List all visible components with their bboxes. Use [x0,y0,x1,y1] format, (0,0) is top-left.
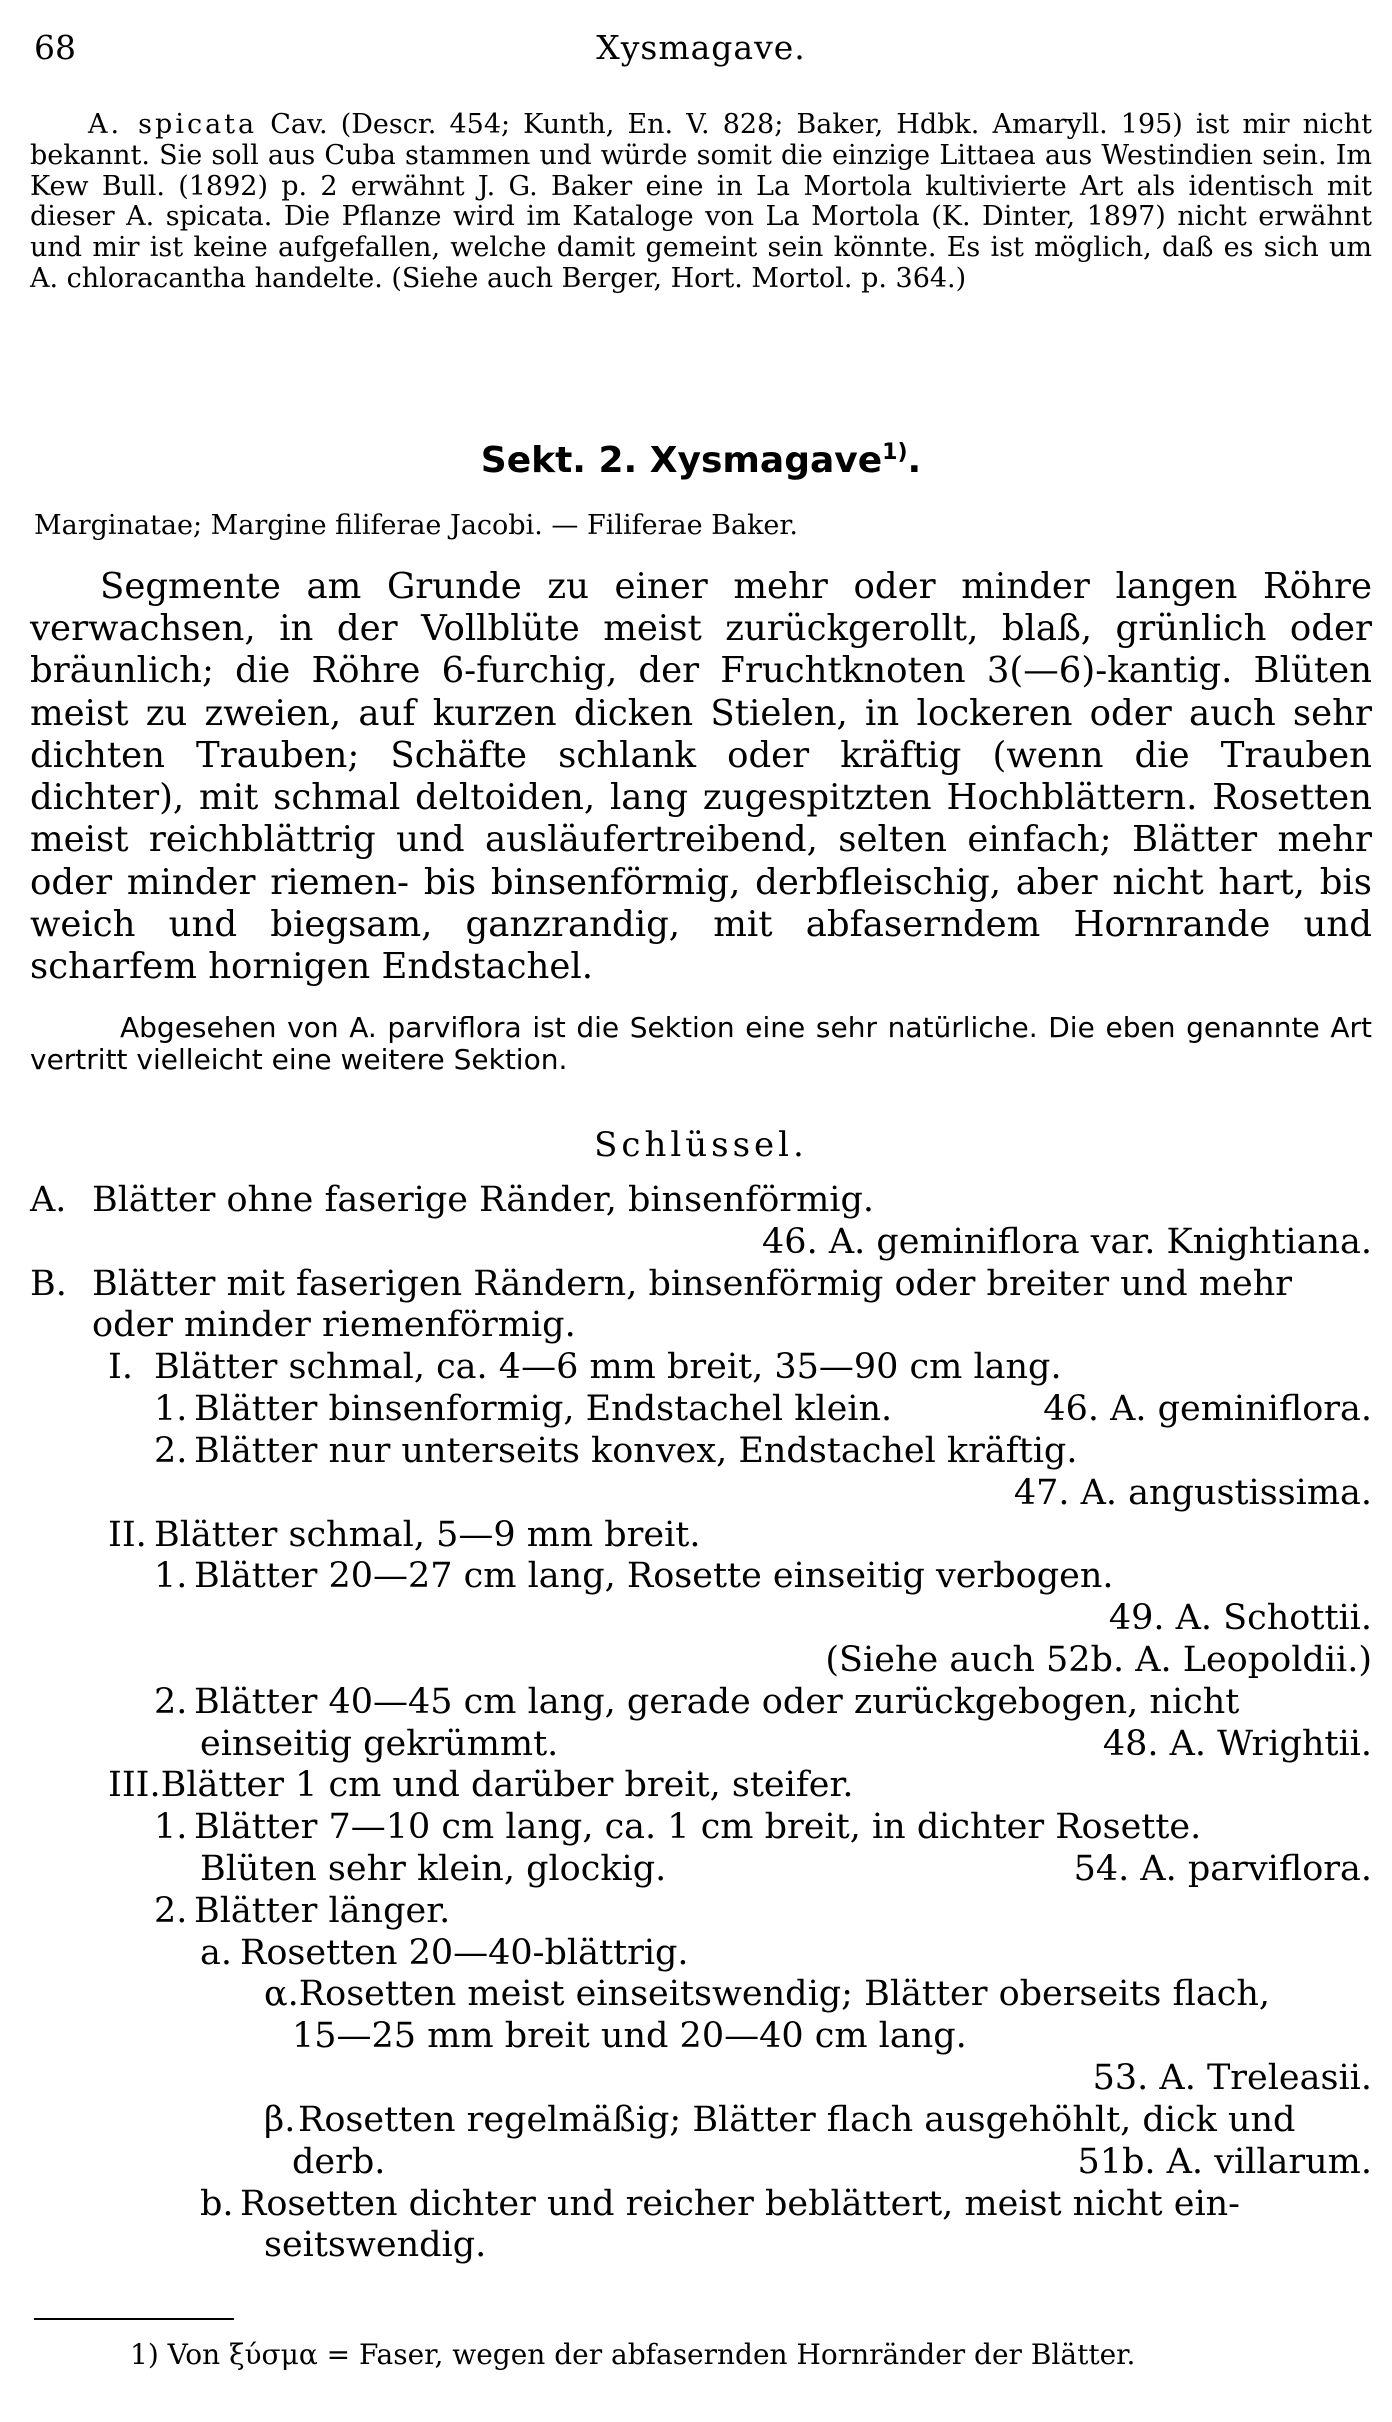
key-row-species: 54. A. parviflora. [1073,1849,1372,1889]
key-row [30,1765,1372,1807]
key-row-text: Blätter schmal, ca. 4—6 mm breit, 35—90 cm lang. [154,1347,1062,1388]
key-row [30,1849,1372,1891]
page-number: 68 [34,28,76,67]
key-row-text: Blätter binsenformig, Endstachel klein. [194,1389,893,1430]
key-row-text: Blätter 7—10 cm lang, ca. 1 cm breit, in dichter Rosette. [194,1807,1202,1848]
key-row [30,1473,1372,1515]
key-row-text: Rosetten 20—40-blättrig. [240,1932,689,1973]
section-description: Segmente am Grunde zu einer mehr oder minder langen Röhre verwachsen, in der Vollblüte meist zurückgerollt, blaß, grünlich oder bräunlich; die Röhre 6-furchig, der Fruchtknoten 3(—6)-kantig. Blüten meist zu zweien, auf kurzen dicken Stielen, in lockeren oder auch sehr dichten Trauben; Schäfte schlank oder kräftig (wenn die Trauben dichter), mit schmal deltoiden, lang zugespitzten Hochblättern. Rosetten meist reichblättrig und ausläufertreibend, selten einfach; Blätter mehr oder minder riemen- bis binsenförmig, derbfleischig, aber nicht hart, bis weich und biegsam, ganzrandig, mit abfaserndem Hornrande und scharfem hornigen Endstachel. [30,566,1372,988]
key-row-text: Blätter ohne faserige Ränder, binsenförmig. [92,1180,874,1220]
key-row-label: b. [200,2183,234,2224]
key-row-label: 2. [154,1681,188,1722]
key-row-text: derb. [292,2141,386,2182]
key-row-text: seitswendig. [264,2225,487,2266]
key-row-label: B. [30,1263,67,1304]
running-header [30,28,1372,74]
intro-text: Cav. (Descr. 454; Kunth, En. V. 828; Baker, Hdbk. Amaryll. 195) ist mir nicht bekannt. Sie soll aus Cuba stammen und würde somit die einzige Littaea aus Westindien sein. Im Kew Bull. (1892) p. 2 erwähnt J. G. Baker eine in La Mortola kultivierte Art als identisch mit dieser A. spicata. Die Pflanze wird im Kataloge von La Mortola (K. Dinter, 1897) nicht erwähnt und mir ist keine aufgefallen, welche damit gemeint sein könnte. Es ist möglich, daß es sich um A. chloracantha handelte. (Siehe auch Berger, Hort. Mortol. p. 364.) [30,109,1372,294]
key-row-species: 46. A. geminiflora var. Knightiana. [762,1221,1372,1262]
key-row-species: 48. A. Wrightii. [1102,1723,1372,1764]
key-row [30,1682,1372,1724]
key-row [30,1891,1372,1933]
key-row [30,1389,1372,1431]
key-row-text: Rosetten meist einseitswendig; Blätter oberseits flach, [298,1974,1270,2015]
key-row [30,1180,1372,1222]
key-row [30,1598,1372,1640]
key-heading: Schlüssel. [594,1125,808,1165]
key-row-species: 46. A. geminiflora. [1043,1389,1372,1430]
footnote: 1) Von ξύσμα = Faser, wegen der abfasernden Hornränder der Blätter. [130,2338,1136,2371]
key-row [30,2225,1372,2267]
key-row-text: Blätter länger. [194,1890,451,1931]
key-row [30,1974,1372,2016]
key-row [30,2100,1372,2142]
key-row-species: 49. A. Schottii. [1108,1598,1372,1639]
key-row [30,1264,1372,1306]
key-row-species: 51b. A. villarum. [1077,2141,1372,2182]
key-row-label: α. [264,1974,299,2015]
key-row-label: A. [30,1180,67,1220]
intro-species: A. spicata [88,109,258,140]
key-row-label: III. [108,1765,161,1806]
key-row [30,1515,1372,1557]
key-row [30,1347,1372,1389]
footnote-rule [34,2318,234,2320]
key-row-label: 2. [154,1430,188,1471]
key-row-label: II. [108,1514,147,1555]
key-row-text: Blätter 20—27 cm lang, Rosette einseitig verbogen. [194,1556,1114,1597]
key-row [30,1724,1372,1766]
identification-key [30,1180,1372,2267]
key-row-label: β. [264,2099,296,2140]
key-row [30,1640,1372,1682]
page [30,28,1372,74]
key-row-text: Blätter 1 cm und darüber breit, steifer. [160,1765,854,1806]
key-row [30,2016,1372,2058]
key-row-text: Rosetten regelmäßig; Blätter flach ausgehöhlt, dick und [298,2099,1296,2140]
key-row [30,1807,1372,1849]
key-row-species: (Siehe auch 52b. A. Leopoldii.) [825,1639,1372,1680]
key-row [30,1305,1372,1347]
key-row [30,2058,1372,2100]
key-row-label: 1. [154,1556,188,1597]
key-row-text: oder minder riemenförmig. [92,1305,576,1346]
key-row [30,1933,1372,1975]
footnote-mark: 1) [882,440,908,465]
key-row [30,1431,1372,1473]
key-row-text: 15—25 mm breit und 20—40 cm lang. [292,2016,967,2057]
key-row-text: Blätter nur unterseits konvex, Endstachel kräftig. [194,1430,1078,1471]
key-row-species: 53. A. Treleasii. [1092,2058,1372,2099]
key-row [30,1556,1372,1598]
key-row-text: Blätter 40—45 cm lang, gerade oder zurückgebogen, nicht [194,1681,1240,1722]
key-row-text: einseitig gekrümmt. [200,1723,559,1764]
key-row-label: 2. [154,1890,188,1931]
section-synonyms: Marginatae; Margine filiferae Jacobi. — Filiferae Baker. [34,510,798,541]
key-row [30,2184,1372,2226]
key-row-label: 1. [154,1389,188,1430]
key-row-label: a. [200,1932,232,1973]
key-row-text: Blüten sehr klein, glockig. [200,1849,667,1889]
key-row-text: Blätter schmal, 5—9 mm breit. [154,1514,701,1555]
key-row-label: 1. [154,1807,188,1848]
key-row [30,2142,1372,2184]
key-row-text: Blätter mit faserigen Rändern, binsenförmig oder breiter und mehr [92,1263,1292,1304]
key-row-species: 47. A. angustissima. [1013,1472,1372,1513]
running-title: Xysmagave. [596,28,806,67]
intro-paragraph [30,110,1372,295]
section-title: Sekt. 2. Xysmagave$^{1)}$. [480,440,922,481]
key-row-text: Rosetten dichter und reicher beblättert, meist nicht ein- [240,2183,1241,2224]
key-row-label: I. [108,1347,133,1388]
key-row [30,1222,1372,1264]
section-note: Abgesehen von A. parviflora ist die Sektion eine sehr natürliche. Die eben genannte Art vertritt vielleicht eine weitere Sektion. [30,1011,1372,1077]
